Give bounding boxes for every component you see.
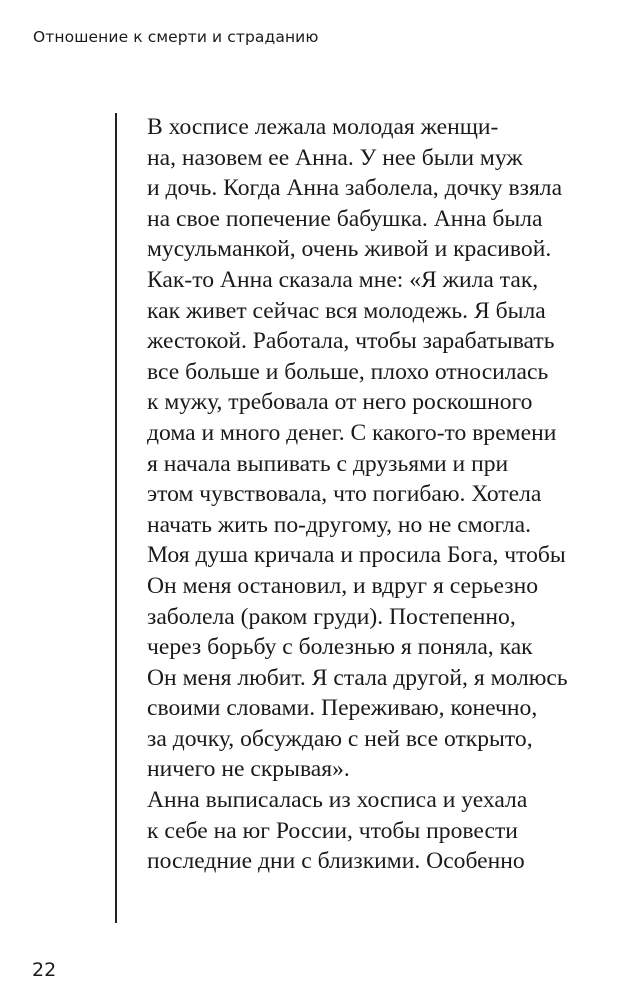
text-line: Анна выписалась из хосписа и уехала (147, 787, 528, 814)
text-line: мусульманкой, очень живой и красивой. (147, 236, 552, 263)
text-line: дома и много денег. С какого-то времени (147, 419, 557, 446)
text-line: на, назовем ее Анна. У нее были муж (147, 144, 523, 171)
text-line: за дочку, обсуждаю с ней все открыто, (147, 725, 533, 752)
text-line: своими словами. Переживаю, конечно, (147, 695, 538, 722)
running-header-title: Отношение к смерти и страданию (33, 28, 319, 46)
text-line: через борьбу с болезнью я поняла, как (147, 634, 533, 661)
text-line: заболела (раком груди). Постепенно, (147, 603, 516, 630)
text-line: к мужу, требовала от него роскошного (147, 389, 533, 416)
page-number: 22 (32, 959, 57, 981)
text-line: на свое попечение бабушка. Анна была (147, 205, 543, 232)
text-line: Он меня остановил, и вдруг я серьезно (147, 572, 539, 599)
text-line: начать жить по-другому, но не смогла. (147, 511, 532, 538)
text-line: к себе на юг России, чтобы провести (147, 817, 518, 844)
quote-rule (115, 113, 117, 923)
text-line: все больше и больше, плохо относилась (147, 358, 549, 385)
text-line: этом чувствовала, что погибаю. Хотела (147, 481, 542, 508)
text-line: Он меня любит. Я стала другой, я молюсь (147, 664, 568, 691)
text-line: как живет сейчас вся молодежь. Я была (147, 297, 546, 324)
text-line: я начала выпивать с друзьями и при (147, 450, 509, 477)
text-line: ничего не скрывая». (147, 756, 350, 783)
text-line: и дочь. Когда Анна заболела, дочку взяла (147, 175, 563, 202)
body-text (147, 112, 607, 877)
text-line: жестокой. Работала, чтобы зарабатывать (147, 328, 555, 355)
text-line: В хосписе лежала молодая женщи- (147, 114, 499, 140)
text-line: Как-то Анна сказала мне: «Я жила так, (147, 266, 539, 293)
text-line: последние дни с близкими. Особенно (147, 848, 525, 875)
text-line: Моя душа кричала и просила Бога, чтобы (147, 542, 566, 569)
